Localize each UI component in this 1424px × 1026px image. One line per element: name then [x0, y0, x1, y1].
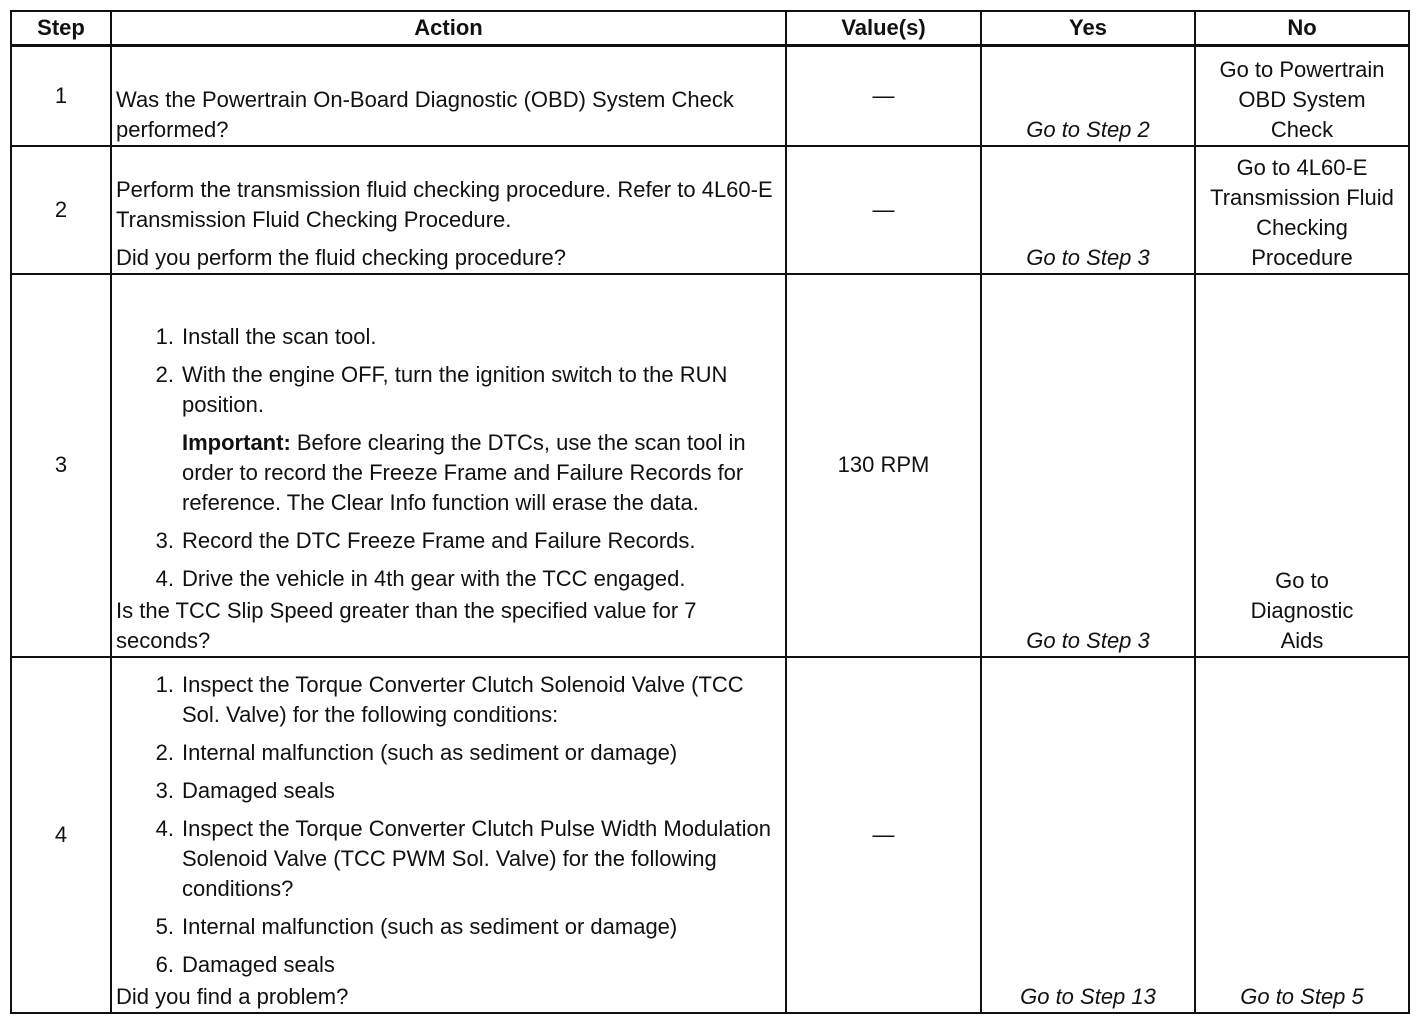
list-item — [116, 814, 781, 904]
value-cell: — — [786, 146, 981, 274]
list-item — [116, 360, 781, 420]
list-text: Install the scan tool. — [182, 323, 377, 349]
list-item — [116, 738, 781, 768]
list-item — [116, 526, 781, 556]
list-number: 6. — [155, 951, 174, 977]
yes-cell: Go to Step 3 — [981, 274, 1195, 657]
list-number: 3. — [155, 777, 174, 803]
action-list — [116, 322, 781, 420]
list-number: 1. — [155, 323, 174, 349]
note-text: Before clearing the DTCs, use the scan tool in order to record the Freeze Frame and Failure Records for reference. The Clear Info function will erase the data. — [182, 429, 746, 515]
list-item — [116, 950, 781, 980]
list-item — [116, 564, 781, 594]
action-question: Is the TCC Slip Speed greater than the specified value for 7 seconds? — [116, 597, 697, 653]
list-text: Drive the vehicle in 4th gear with the TCC engaged. — [182, 565, 686, 591]
list-text: Internal malfunction (such as sediment or damage) — [182, 739, 678, 765]
list-number: 1. — [155, 671, 174, 697]
no-cell: Go to 4L60-E Transmission Fluid Checking Procedure — [1195, 146, 1409, 274]
list-text: With the engine OFF, turn the ignition switch to the RUN position. — [182, 361, 728, 417]
list-number: 5. — [155, 913, 174, 939]
yes-cell: Go to Step 2 — [981, 46, 1195, 146]
list-number: 2. — [155, 361, 174, 387]
list-number: 3. — [155, 527, 174, 553]
header-values: Value(s) — [786, 11, 981, 46]
action-cell — [111, 274, 786, 657]
list-item — [116, 670, 781, 730]
table-row-step-4 — [11, 657, 1409, 1013]
action-paragraph: Perform the transmission fluid checking procedure. Refer to 4L60-E Transmission Fluid Checking Procedure. — [116, 176, 773, 232]
table-row-step-1 — [11, 46, 1409, 146]
header-row — [11, 11, 1409, 46]
no-cell: Go to Powertrain OBD System Check — [1195, 46, 1409, 146]
no-cell: Go to Step 5 — [1195, 657, 1409, 1013]
header-no: No — [1195, 11, 1409, 46]
table-row-step-2 — [11, 146, 1409, 274]
action-cell — [111, 657, 786, 1013]
action-question: Did you find a problem? — [116, 983, 349, 1009]
step-number: 3 — [11, 274, 111, 657]
note-label: Important: — [182, 429, 291, 455]
header-yes: Yes — [981, 11, 1195, 46]
list-text: Record the DTC Freeze Frame and Failure Records. — [182, 527, 696, 553]
action-cell — [111, 146, 786, 274]
list-text: Internal malfunction (such as sediment or damage) — [182, 913, 678, 939]
header-step: Step — [11, 11, 111, 46]
diagnostic-table — [10, 10, 1410, 1014]
action-question: Did you perform the fluid checking procedure? — [116, 244, 567, 270]
list-number: 4. — [155, 815, 174, 841]
yes-cell: Go to Step 13 — [981, 657, 1195, 1013]
yes-cell: Go to Step 3 — [981, 146, 1195, 274]
table-row-step-3 — [11, 274, 1409, 657]
list-text: Inspect the Torque Converter Clutch Solenoid Valve (TCC Sol. Valve) for the following conditions: — [182, 671, 744, 727]
list-text: Damaged seals — [182, 951, 335, 977]
list-text: Inspect the Torque Converter Clutch Pulse Width Modulation Solenoid Valve (TCC PWM Sol. Valve) for the following conditions? — [182, 815, 772, 901]
list-item — [116, 322, 781, 352]
step-number: 1 — [11, 46, 111, 146]
action-list — [116, 670, 781, 980]
important-note — [116, 428, 781, 518]
value-cell: — — [786, 657, 981, 1013]
no-cell: Go to Diagnostic Aids — [1195, 274, 1409, 657]
step-number: 2 — [11, 146, 111, 274]
list-item — [116, 912, 781, 942]
action-cell — [111, 46, 786, 146]
value-cell: 130 RPM — [786, 274, 981, 657]
header-action: Action — [111, 11, 786, 46]
action-question: Was the Powertrain On-Board Diagnostic (OBD) System Check performed? — [116, 86, 734, 142]
value-cell: — — [786, 46, 981, 146]
step-number: 4 — [11, 657, 111, 1013]
action-list — [116, 526, 781, 594]
list-item — [116, 776, 781, 806]
list-number: 4. — [155, 565, 174, 591]
list-number: 2. — [155, 739, 174, 765]
list-text: Damaged seals — [182, 777, 335, 803]
